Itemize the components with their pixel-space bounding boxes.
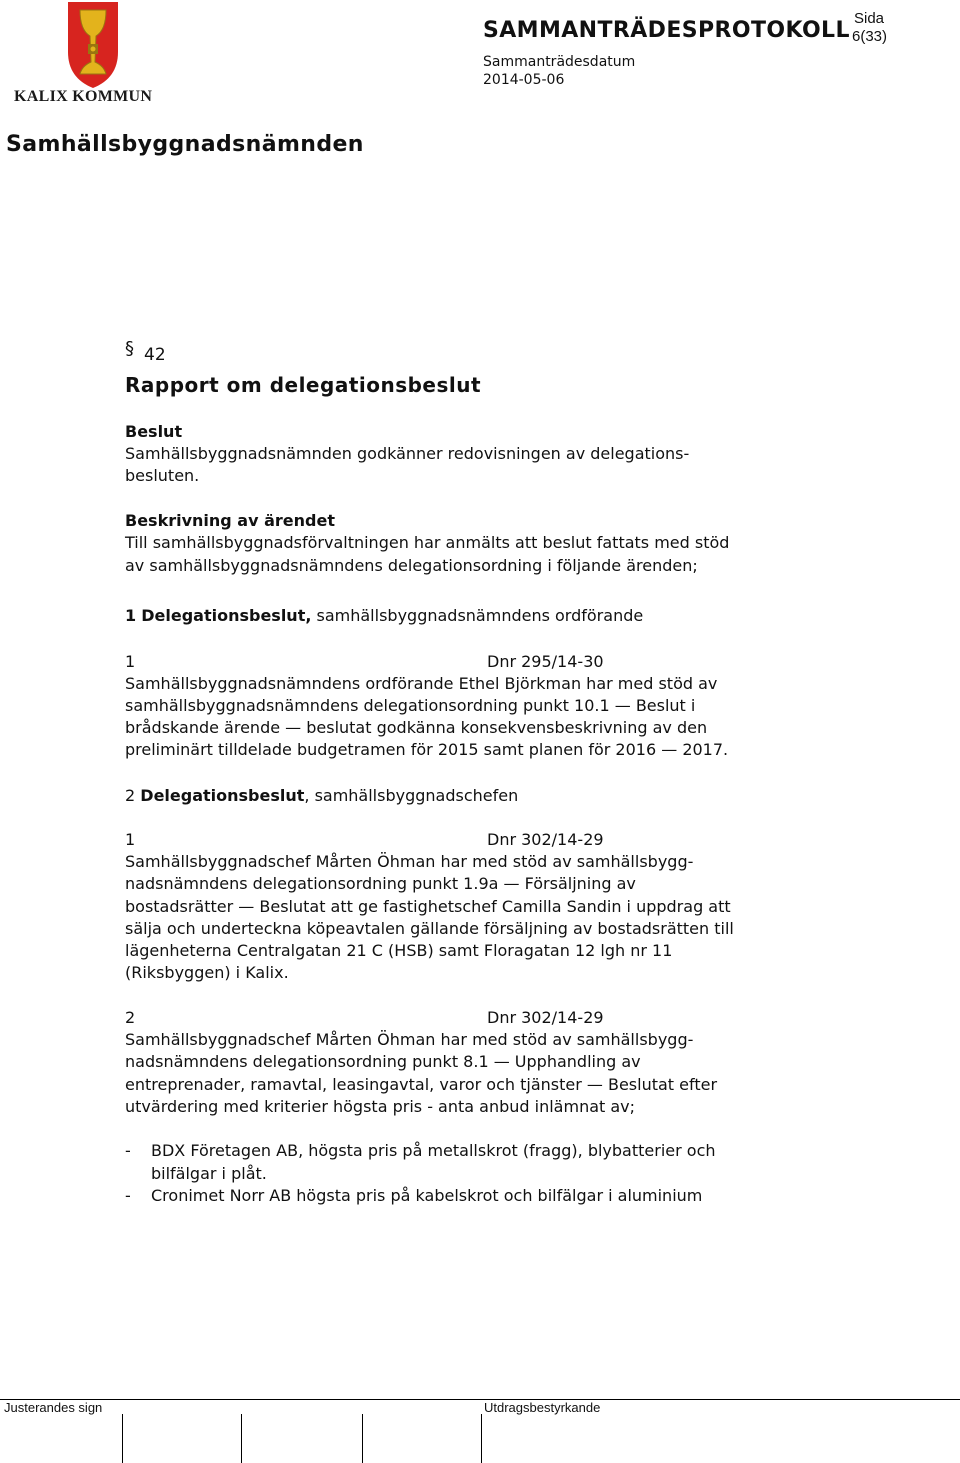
item-number: 1 (125, 652, 136, 671)
adjuster-signature-label: Justerandes sign (4, 1400, 103, 1415)
section-number: 42 (144, 345, 166, 365)
signature-box-divider (362, 1414, 363, 1463)
description-line: Till samhällsbyggnadsförvaltningen har anmälts att beslut fattats med stöd (125, 533, 730, 552)
group-title: Delegationsbeslut, (141, 606, 312, 625)
item-number: 2 (125, 1008, 136, 1027)
item-line: lägenheterna Centralgatan 21 C (HSB) samt Floragatan 12 lgh nr 11 (125, 941, 673, 960)
bullet-line: BDX Företagen AB, högsta pris på metallskrot (fragg), blybatterier och (151, 1141, 716, 1160)
signature-box-divider (122, 1414, 123, 1463)
signature-box-divider (241, 1414, 242, 1463)
item-line: sälja och underteckna köpeavtalen gällande försäljning av bostadsrätten till (125, 919, 734, 938)
page-label: Sida (854, 10, 885, 27)
description-heading: Beskrivning av ärendet (125, 511, 335, 530)
description-line: av samhällsbyggnadsnämndens delegationsordning i följande ärenden; (125, 556, 698, 575)
group-heading (125, 605, 643, 627)
item-line: nadsnämndens delegationsordning punkt 8.1 — Upphandling av (125, 1052, 641, 1071)
decision-line: besluten. (125, 466, 200, 485)
case-number: Dnr 295/14-30 (487, 652, 604, 671)
group-title: Delegationsbeslut (140, 786, 305, 805)
page-number: 6(33) (852, 28, 888, 45)
meeting-date: 2014-05-06 (483, 72, 565, 88)
item-line: entreprenader, ramavtal, leasingavtal, varor och tjänster — Beslutat efter (125, 1075, 718, 1094)
meeting-date-label: Sammanträdesdatum (483, 54, 636, 70)
case-number: Dnr 302/14-29 (487, 1008, 604, 1027)
decision-heading: Beslut (125, 422, 183, 441)
group-heading (125, 785, 518, 807)
bullet-dash: - (125, 1141, 131, 1160)
bullet-line: Cronimet Norr AB högsta pris på kabelskrot och bilfälgar i aluminium (151, 1186, 703, 1205)
item-number: 1 (125, 830, 136, 849)
item-line: preliminärt tilldelade budgetramen för 2015 samt planen för 2016 — 2017. (125, 740, 729, 759)
coat-of-arms-icon (14, 0, 164, 90)
item-line: brådskande ärende — beslutat godkänna konsekvensbeskrivning av den (125, 718, 708, 737)
signature-box-divider (481, 1414, 482, 1463)
org-name: KALIX KOMMUN (14, 88, 153, 105)
item-line: Samhällsbyggnadschef Mårten Öhman har med stöd av samhällsbygg- (125, 1030, 694, 1049)
document-type-title: SAMMANTRÄDESPROTOKOLL (483, 18, 850, 43)
item-line: utvärdering med kriterier högsta pris - anta anbud inlämnat av; (125, 1097, 636, 1116)
group-subtitle: samhällsbyggnadsnämndens ordförande (311, 606, 644, 625)
item-line: samhällsbyggnadsnämndens delegationsordning punkt 10.1 — Beslut i (125, 696, 696, 715)
group-subtitle: , samhällsbyggnadschefen (304, 786, 519, 805)
item-line: (Riksbyggen) i Kalix. (125, 963, 289, 982)
group-number: 1 (125, 606, 137, 625)
decision-line: Samhällsbyggnadsnämnden godkänner redovisningen av delegations- (125, 444, 690, 463)
item-line: Samhällsbyggnadsnämndens ordförande Ethel Björkman har med stöd av (125, 674, 718, 693)
section-sign: § (125, 338, 134, 359)
item-line: bostadsrätter — Beslutat att ge fastighetschef Camilla Sandin i uppdrag att (125, 897, 731, 916)
case-number: Dnr 302/14-29 (487, 830, 604, 849)
committee-name: Samhällsbyggnadsnämnden (6, 132, 364, 157)
section-title: Rapport om delegationsbeslut (125, 373, 482, 397)
item-line: Samhällsbyggnadschef Mårten Öhman har med stöd av samhällsbygg- (125, 852, 694, 871)
group-number: 2 (125, 786, 136, 805)
bullet-line: bilfälgar i plåt. (151, 1164, 267, 1183)
footer-divider (0, 1399, 960, 1400)
item-line: nadsnämndens delegationsordning punkt 1.9a — Försäljning av (125, 874, 636, 893)
extract-certification-label: Utdragsbestyrkande (484, 1400, 601, 1415)
bullet-dash: - (125, 1186, 131, 1205)
